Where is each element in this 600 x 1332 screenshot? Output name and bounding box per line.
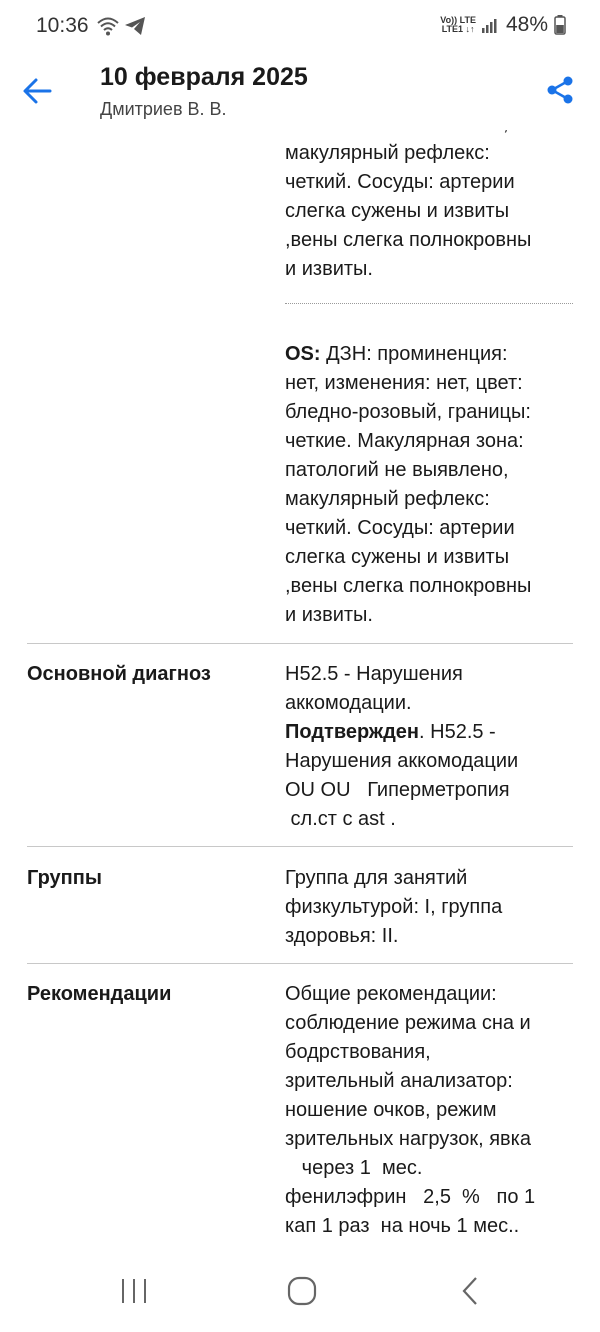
back-nav-button[interactable] xyxy=(425,1250,515,1332)
groups-text: Группа для занятий физкультурой: I, группа здоровья: II. xyxy=(285,867,503,947)
recommendations-text: Общие рекомендации: соблюдение режима сна и бодрствования, зрительный анализатор: ношение очков, режим зрительных нагрузок, явка через 1 мес. фенилэфрин 2,5 % по 1 кап 1 раз на ночь 1 мес.. xyxy=(285,983,536,1237)
od-findings-text: макулярный рефлекс: четкий. Сосуды: артерии слегка сужены и извиты ,вены слегка полнокровны и извиты. xyxy=(285,142,532,280)
telegram-icon xyxy=(124,16,146,36)
groups-label: Группы xyxy=(27,867,102,889)
section-divider xyxy=(27,963,573,964)
battery-percent: 48% xyxy=(505,13,548,36)
page-title: 10 февраля 2025 xyxy=(100,63,308,91)
status-time: 10:36 xyxy=(36,14,89,37)
doctor-name: Дмитриев В. В. xyxy=(100,99,227,119)
home-icon xyxy=(287,1276,317,1306)
wifi-icon xyxy=(96,15,120,37)
os-findings-text: OS: ДЗН: проминенция: нет, изменения: нет, цвет: бледно-розовый, границы: четкие. Макулярная зона: патологий не выявлено, макулярный рефлекс: четкий. Сосуды: артерии слегка сужены и извиты ,вены слегка полнокровны и извиты. xyxy=(285,343,532,626)
section-divider xyxy=(27,846,573,847)
diagnosis-label: Основной диагноз xyxy=(27,663,211,685)
back-button[interactable] xyxy=(20,74,54,108)
confirmed-status: Подтвержден xyxy=(285,721,420,743)
system-navigation-bar xyxy=(0,1250,600,1332)
app-bar xyxy=(0,52,600,130)
share-button[interactable] xyxy=(544,74,576,106)
status-bar xyxy=(0,0,600,52)
network-type-indicator: Vo)) LTE LTE1 ↓↑ xyxy=(440,15,476,34)
recommendations-label: Рекомендации xyxy=(27,983,172,1005)
share-icon xyxy=(544,74,576,106)
battery-icon xyxy=(554,15,566,35)
recent-apps-button[interactable] xyxy=(89,1250,179,1332)
back-chevron-icon xyxy=(460,1276,480,1306)
section-divider xyxy=(27,643,573,644)
visit-details[interactable] xyxy=(0,130,600,1250)
diagnosis-text: H52.5 - Нарушения аккомодации. Подтвержден. H52.5 - Нарушения аккомодации OU OU Гиперметропия сл.ст с ast . xyxy=(285,663,519,830)
recent-apps-icon xyxy=(120,1278,148,1304)
dotted-separator xyxy=(285,303,573,304)
back-arrow-icon xyxy=(20,74,54,108)
signal-icon xyxy=(482,17,500,33)
home-button[interactable] xyxy=(257,1250,347,1332)
